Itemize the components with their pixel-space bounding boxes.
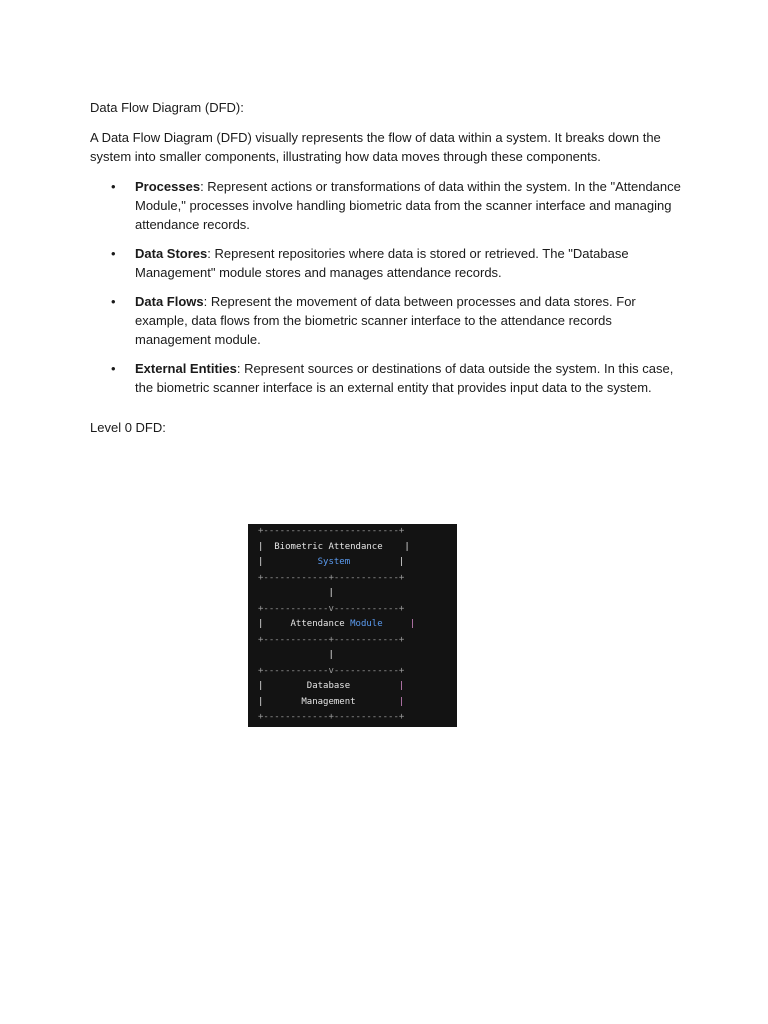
bullet-marker: •: [111, 294, 116, 309]
bullet-marker: •: [111, 246, 116, 261]
definition-list: [90, 177, 690, 407]
bullet-marker: •: [111, 179, 116, 194]
list-item: [90, 244, 690, 282]
definition-text: : Represent the movement of data between processes and data stores. For example, data flows from the biometric scanner interface to the attendance records management module.: [135, 294, 636, 347]
definition-text: : Represent repositories where data is stored or retrieved. The "Database Management" module stores and manages attendance records.: [135, 246, 629, 280]
list-item: [90, 292, 690, 349]
list-item: [90, 177, 690, 234]
box-attendance-word1: Attendance: [290, 619, 345, 629]
level0-label: Level 0 DFD:: [90, 420, 166, 435]
definition-text: : Represent actions or transformations of data within the system. In the "Attendance Module," processes involve handling biometric data from the scanner interface and managing attendance records.: [135, 179, 681, 232]
box-database-line2: Management: [301, 696, 356, 707]
dfd-ascii-diagram: [248, 524, 457, 727]
list-item: [90, 359, 690, 397]
term-data-flows: Data Flows: [135, 294, 204, 309]
box-biometric-system-line1: Biometric Attendance: [274, 541, 383, 552]
definition-text: : Represent sources or destinations of data outside the system. In this case, the biometric scanner interface is an external entity that provides input data to the system.: [135, 361, 674, 395]
term-data-stores: Data Stores: [135, 246, 208, 261]
term-processes: Processes: [135, 179, 201, 194]
section-heading: Data Flow Diagram (DFD):: [90, 100, 244, 115]
box-database-line1: Database: [306, 681, 351, 691]
term-external-entities: External Entities: [135, 361, 237, 376]
box-attendance-word2: Module: [350, 619, 383, 629]
bullet-marker: •: [111, 361, 116, 376]
box-biometric-system-line2: System: [317, 557, 351, 567]
intro-paragraph: A Data Flow Diagram (DFD) visually represents the flow of data within a system. It breaks down the system into smaller components, illustrating how data moves through these components.: [90, 130, 661, 164]
ascii-art: +-------------------------+ | Biometric Attendance | | System | +------------+------------+ | +------------v------------+ | Attendance Module | +------------+------------+ | +------------v------------+ | Database | | Management | +------------+------------+: [258, 526, 416, 722]
